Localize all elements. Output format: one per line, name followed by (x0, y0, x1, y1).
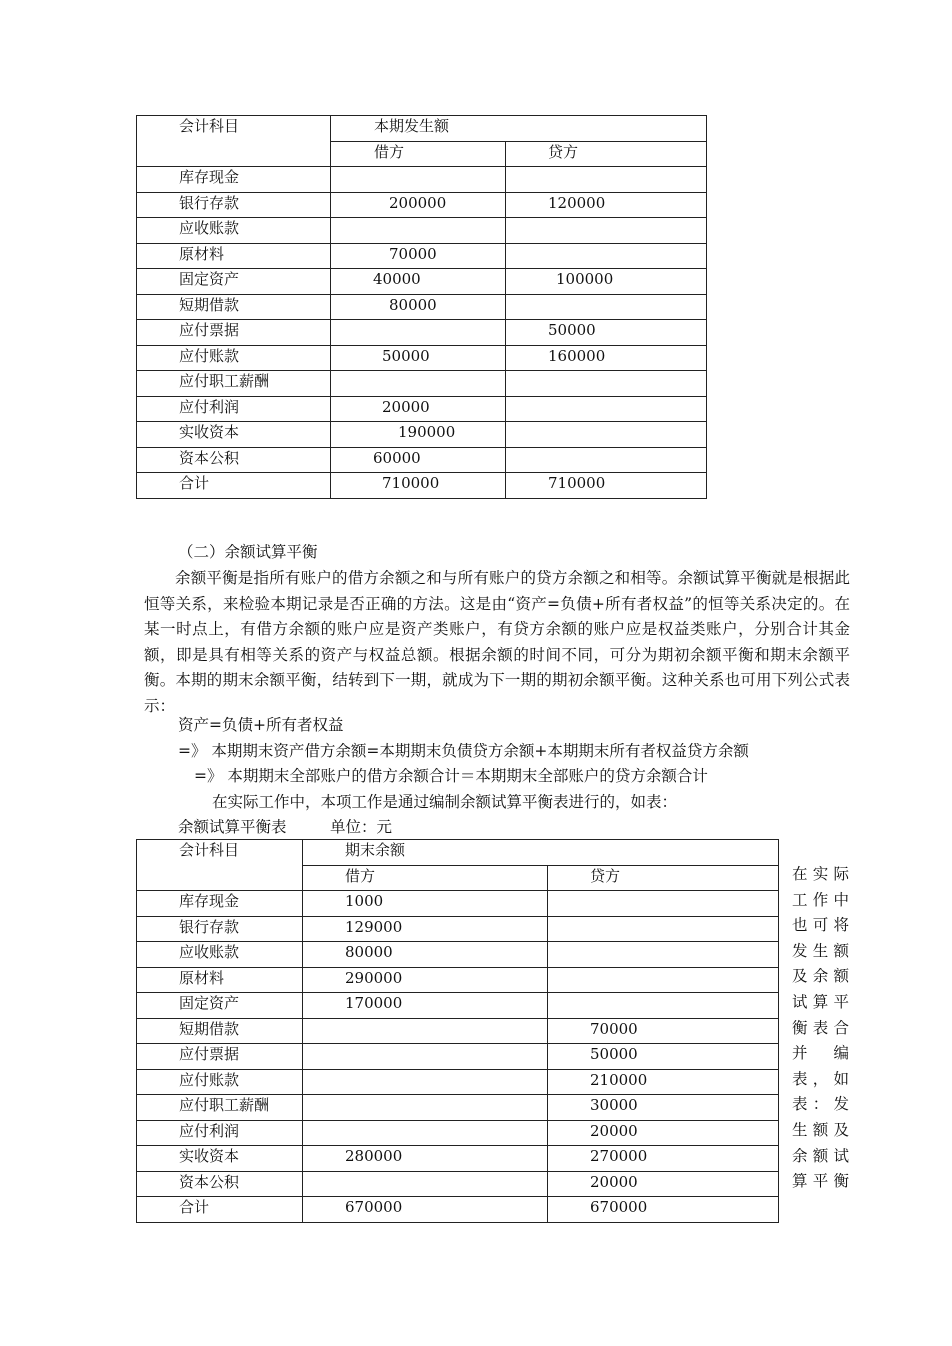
table-row: 应收账款 (137, 218, 707, 244)
table-row: 短期借款 70000 (137, 1018, 779, 1044)
table-row: 应收账款 80000 (137, 942, 779, 968)
table-row: 应付职工薪酬 (137, 371, 707, 397)
header-credit: 贷方 (506, 141, 707, 167)
header-period: 本期发生额 (331, 116, 707, 142)
table-row: 应付票据 50000 (137, 320, 707, 346)
table-row: 实收资本 190000 (137, 422, 707, 448)
header-subject: 会计科目 (137, 840, 303, 891)
formula-1: 资产=负债+所有者权益 (178, 716, 344, 734)
unit-label: 单位：元 (330, 818, 393, 836)
header-credit: 贷方 (548, 865, 779, 891)
table-row: 应付账款 50000 160000 (137, 345, 707, 371)
table-row: 资本公积 60000 (137, 447, 707, 473)
formula-2: =》 本期期末资产借方余额=本期期末负债贷方余额+本期期末所有者权益贷方余额 (178, 742, 749, 760)
header-period: 期末余额 (303, 840, 779, 866)
table-row: 固定资产 170000 (137, 993, 779, 1019)
turnover-table (136, 115, 707, 499)
table-row: 原材料 70000 (137, 243, 707, 269)
formula-3: =》 本期期末全部账户的借方余额合计＝本期期末全部账户的贷方余额合计 (194, 767, 708, 785)
table-row: 应付利润 20000 (137, 1120, 779, 1146)
table-row: 库存现金 1000 (137, 891, 779, 917)
table-row: 固定资产 40000 100000 (137, 269, 707, 295)
balance-table (136, 839, 779, 1223)
table-row: 应付利润 20000 (137, 396, 707, 422)
table-row: 银行存款 129000 (137, 916, 779, 942)
table-row: 合计 670000 670000 (137, 1197, 779, 1223)
table-row: 合计 710000 710000 (137, 473, 707, 499)
section-heading: （二）余额试算平衡 (178, 543, 318, 561)
side-note: 在实际工作中也可将发生额及余额试算平衡表合并编表，如表：发生额及余额试算平衡 (792, 865, 849, 1191)
table-row: 实收资本 280000 270000 (137, 1146, 779, 1172)
table-row: 应付票据 50000 (137, 1044, 779, 1070)
header-debit: 借方 (331, 141, 506, 167)
table-row: 应付账款 210000 (137, 1069, 779, 1095)
table-row: 短期借款 80000 (137, 294, 707, 320)
header-subject: 会计科目 (137, 116, 331, 167)
header-debit: 借方 (303, 865, 548, 891)
table-row: 库存现金 (137, 167, 707, 193)
table-row: 原材料 290000 (137, 967, 779, 993)
practice-note: 在实际工作中，本项工作是通过编制余额试算平衡表进行的，如表： (212, 793, 678, 811)
section-paragraph: 余额平衡是指所有账户的借方余额之和与所有账户的贷方余额之和相等。余额试算平衡就是根据此恒等关系，来检验本期记录是否正确的方法。这是由“资产=负债+所有者权益”的恒等关系决定的。在某一时点上，有借方余额的账户应是资产类账户，有贷方余额的账户应是权益类账户，分别合计其金额，即是具有相等关系的资产与权益总额。根据余额的时间不同，可分为期初余额平衡和期末余额平衡。本期的期末余额平衡，结转到下一期，就成为下一期的期初余额平衡。这种关系也可用下列公式表示： (144, 569, 850, 715)
table-caption: 余额试算平衡表 (178, 818, 287, 836)
table-row: 银行存款 200000 120000 (137, 192, 707, 218)
table-row: 应付职工薪酬 30000 (137, 1095, 779, 1121)
table-row: 资本公积 20000 (137, 1171, 779, 1197)
